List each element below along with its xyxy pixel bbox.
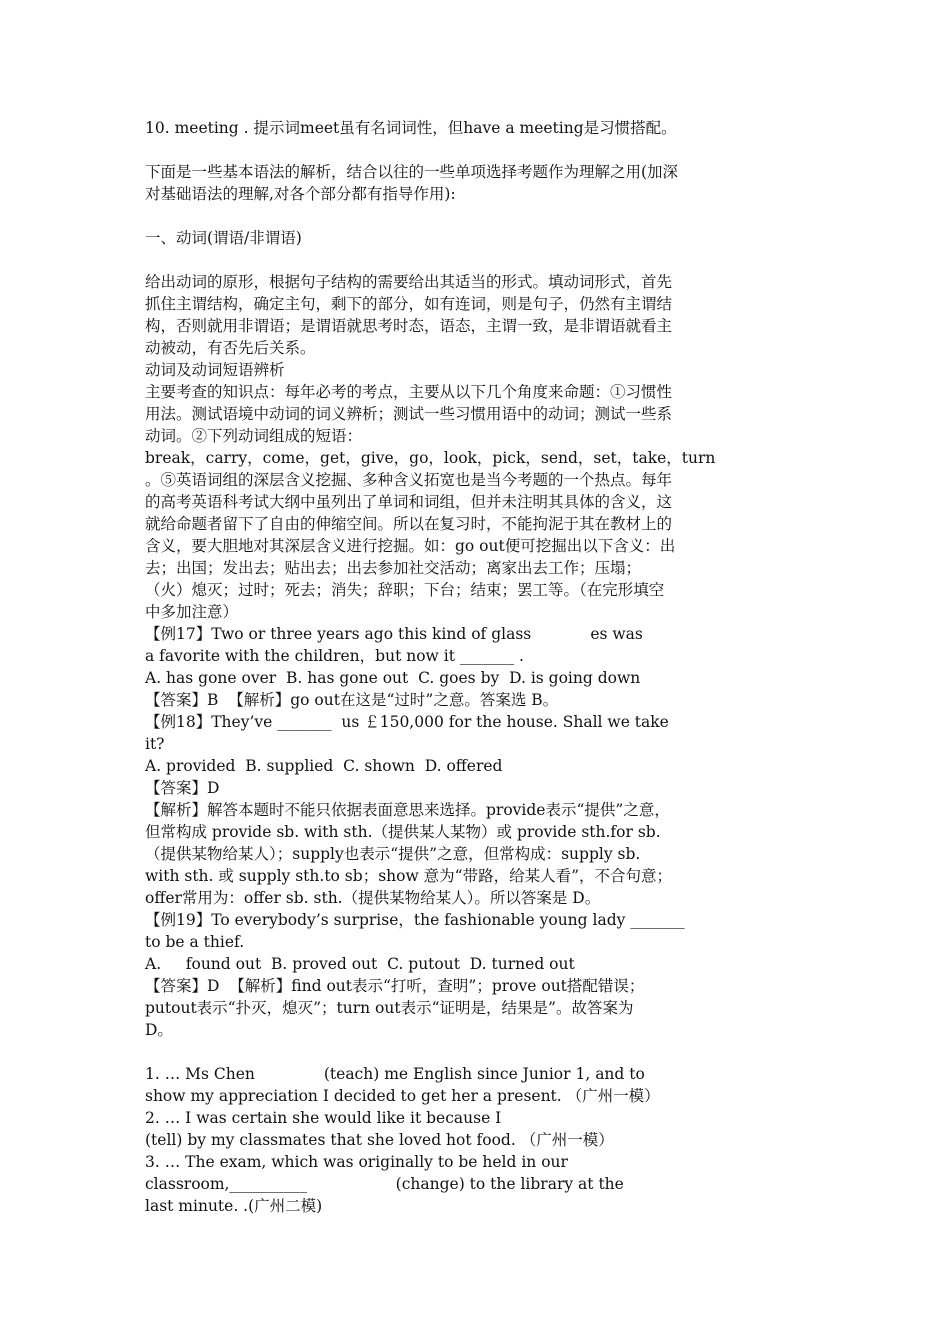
exercise-2: (tell) by my classmates that she loved hot food. （广州一模） [145, 1131, 614, 1149]
exercise-3: classroom,__________ (change) to the library at the [145, 1175, 624, 1193]
example-18-explanation: with sth. 或 supply sth.to sb；show 意为“带路，给某人看”，不合句意； [145, 867, 673, 885]
example-18-explanation: （提供某物给某人）；supply也表示“提供”之意，但常构成：supply sb. [145, 845, 641, 863]
exercise-1: show my appreciation I decided to get her a present. （广州一模） [145, 1087, 660, 1105]
example-19-question: 【例19】To everybody’s surprise，the fashionable young lady _______ [145, 911, 685, 929]
example-18-options: A. provided B. supplied C. shown D. offered [145, 757, 503, 775]
paragraph-line: 含义，要大胆地对其深层含义进行挖掘。如：go out便可挖掘出以下含义：出 [145, 537, 676, 555]
example-18-explanation: 但常构成 provide sb. with sth.（提供某人某物）或 provide sth.for sb. [145, 823, 661, 841]
paragraph-line: （火）熄灭；过时；死去；消失；辞职；下台；结束；罢工等。（在完形填空 [145, 581, 665, 599]
example-18-explanation: 【解析】解答本题时不能只依据表面意思来选择。provide表示“提供”之意， [145, 801, 670, 819]
example-17-question: 【例17】Two or three years ago this kind of glass es was [145, 625, 643, 643]
example-19-options: A. found out B. proved out C. putout D. turned out [145, 955, 575, 973]
example-17-answer: 【答案】B 【解析】go out在这是“过时”之意。答案选 B。 [145, 691, 559, 709]
example-19-answer: D。 [145, 1021, 173, 1039]
exercise-2: 2. … I was certain she would like it because I [145, 1109, 502, 1127]
intro-line-1: 下面是一些基本语法的解析，结合以往的一些单项选择考题作为理解之用(加深 [145, 163, 679, 181]
verb-list-line: break，carry，come，get，give，go，look，pick，send，set，take，turn [145, 449, 716, 467]
example-18-explanation: offer常用为：offer sb. sth.（提供某物给某人）。所以答案是 D。 [145, 889, 601, 907]
paragraph-line: 构，否则就用非谓语；是谓语就思考时态，语态，主谓一致，是非谓语就看主 [145, 317, 673, 335]
example-19-question: to be a thief. [145, 933, 245, 951]
paragraph-line: 动被动，有否先后关系。 [145, 339, 316, 357]
paragraph-line: 中多加注意） [145, 603, 239, 621]
exercise-3: last minute. .(广州二模) [145, 1197, 323, 1215]
paragraph-line: 去；出国；发出去；贴出去；出去参加社交活动；离家出去工作；压塌； [145, 559, 642, 577]
intro-line-2: 对基础语法的理解,对各个部分都有指导作用): [145, 185, 456, 203]
paragraph-line: 的高考英语科考试大纲中虽列出了单词和词组，但并未注明其具体的含义，这 [145, 493, 673, 511]
paragraph-line: 抓住主谓结构，确定主句，剩下的部分，如有连词，则是句子，仍然有主谓结 [145, 295, 673, 313]
paragraph-line: 动词。②下列动词组成的短语： [145, 427, 363, 445]
exercise-3: 3. … The exam, which was originally to be held in our [145, 1153, 568, 1171]
example-19-answer: putout表示“扑灭，熄灭”；turn out表示“证明是，结果是”。故答案为 [145, 999, 634, 1017]
example-17-options: A. has gone over B. has gone out C. goes by D. is going down [145, 669, 641, 687]
example-18-question: 【例18】They’ve _______ us ￡150,000 for the house. Shall we take [145, 713, 669, 731]
paragraph-line: 。⑤英语词组的深层含义挖掘、多种含义拓宽也是当今考题的一个热点。每年 [145, 471, 673, 489]
example-19-answer: 【答案】D 【解析】find out表示“打听，查明”；prove out搭配错误； [145, 977, 645, 995]
paragraph-line: 主要考查的知识点：每年必考的考点，主要从以下几个角度来命题：①习惯性 [145, 383, 673, 401]
paragraph-line: 用法。测试语境中动词的词义辨析；测试一些习惯用语中的动词；测试一些系 [145, 405, 673, 423]
paragraph-line: 就给命题者留下了自由的伸缩空间。所以在复习时，不能拘泥于其在教材上的 [145, 515, 673, 533]
section-heading: 一、动词(谓语/非谓语) [145, 229, 302, 247]
example-17-question: a favorite with the children，but now it _______ . [145, 647, 524, 665]
subheading: 动词及动词短语辨析 [145, 361, 285, 379]
exercise-1: 1. … Ms Chen (teach) me English since Junior 1, and to [145, 1065, 645, 1083]
example-18-answer: 【答案】D [145, 779, 220, 797]
example-18-question: it? [145, 735, 165, 753]
paragraph-line: 给出动词的原形，根据句子结构的需要给出其适当的形式。填动词形式，首先 [145, 273, 673, 291]
answer-10-line: 10. meeting . 提示词meet虽有名词词性，但have a meeting是习惯搭配。 [145, 119, 677, 137]
